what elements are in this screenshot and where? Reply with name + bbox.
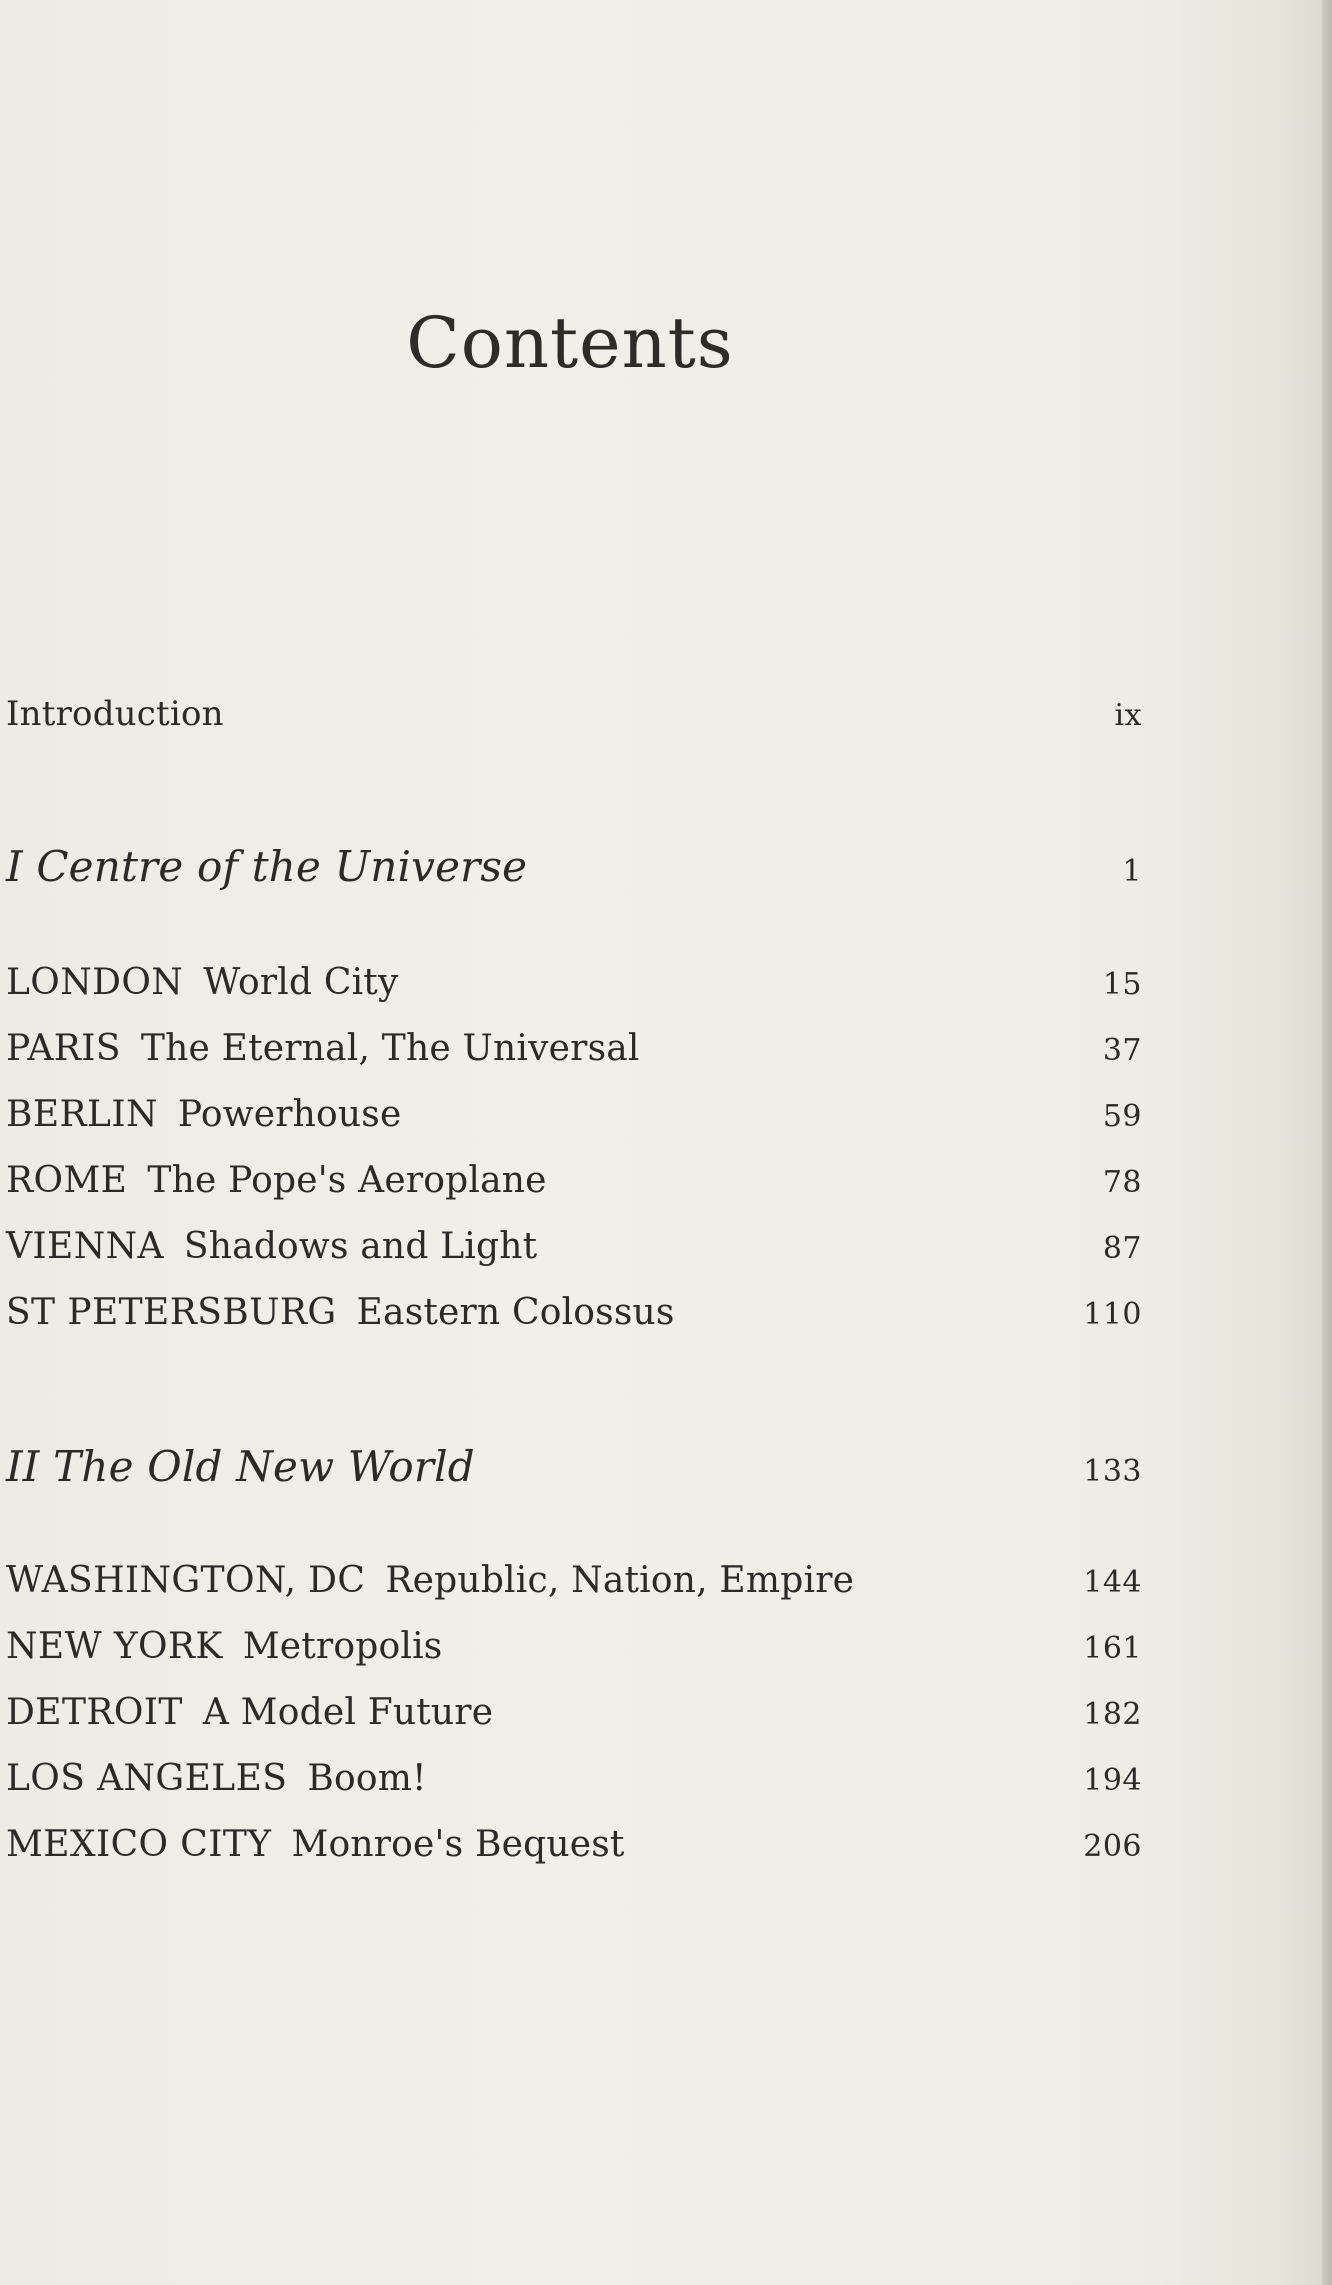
toc-entry[interactable]: [6, 1692, 1142, 1752]
chapter-city: ROME: [6, 1160, 128, 1201]
page-number: 110: [1083, 1297, 1142, 1332]
page-number: 59: [1102, 1099, 1142, 1134]
toc-entry[interactable]: [6, 1028, 1142, 1088]
page-number: 87: [1102, 1231, 1142, 1266]
page-number: 182: [1083, 1697, 1142, 1732]
page-number: 15: [1102, 967, 1142, 1002]
toc-entry[interactable]: [6, 1824, 1142, 1884]
toc-part-heading[interactable]: [6, 842, 1142, 902]
page-number: 1: [1122, 854, 1142, 889]
toc-entry-introduction[interactable]: [6, 694, 1142, 754]
page-number: 144: [1083, 1565, 1142, 1600]
part-title: II The Old New World: [6, 1442, 475, 1491]
chapter-subtitle: The Eternal, The Universal: [140, 1028, 640, 1069]
toc-entry[interactable]: [6, 1094, 1142, 1154]
chapter-subtitle: Shadows and Light: [183, 1226, 538, 1267]
page-number: 206: [1083, 1829, 1142, 1864]
toc-entry[interactable]: [6, 1626, 1142, 1686]
table-of-contents: [6, 0, 1142, 2285]
chapter-subtitle: World City: [203, 962, 399, 1003]
toc-entry[interactable]: [6, 1160, 1142, 1220]
chapter-city: MEXICO CITY: [6, 1824, 272, 1865]
chapter-subtitle: Monroe's Bequest: [291, 1824, 625, 1865]
page-number: 37: [1102, 1033, 1142, 1068]
page-number: 194: [1083, 1763, 1142, 1798]
chapter-city: LONDON: [6, 962, 184, 1003]
page-number: 161: [1083, 1631, 1142, 1666]
chapter-city: DETROIT: [6, 1692, 183, 1733]
toc-entry[interactable]: [6, 1226, 1142, 1286]
page-number: 78: [1102, 1165, 1142, 1200]
chapter-subtitle: A Model Future: [202, 1692, 494, 1733]
chapter-subtitle: Metropolis: [242, 1626, 443, 1667]
page-title: Contents: [406, 302, 734, 384]
chapter-subtitle: Eastern Colossus: [356, 1292, 675, 1333]
chapter-city: VIENNA: [6, 1226, 164, 1267]
toc-part-heading[interactable]: [6, 1442, 1142, 1502]
chapter-city: PARIS: [6, 1028, 121, 1069]
page-number: 133: [1083, 1454, 1142, 1489]
chapter-city: ST PETERSBURG: [6, 1292, 337, 1333]
chapter-city: BERLIN: [6, 1094, 158, 1135]
chapter-city: NEW YORK: [6, 1626, 223, 1667]
chapter-city: WASHINGTON, DC: [6, 1560, 366, 1601]
page-edge: [1322, 0, 1332, 2285]
toc-entry[interactable]: [6, 1292, 1142, 1352]
part-title: I Centre of the Universe: [6, 842, 528, 891]
entry-label: Introduction: [6, 694, 224, 734]
toc-entry[interactable]: [6, 1560, 1142, 1620]
chapter-subtitle: Boom!: [307, 1758, 427, 1799]
chapter-subtitle: Powerhouse: [177, 1094, 402, 1135]
chapter-subtitle: The Pope's Aeroplane: [147, 1160, 547, 1201]
chapter-city: LOS ANGELES: [6, 1758, 288, 1799]
chapter-subtitle: Republic, Nation, Empire: [385, 1560, 855, 1601]
toc-entry[interactable]: [6, 962, 1142, 1022]
page-number: ix: [1114, 698, 1142, 733]
toc-entry[interactable]: [6, 1758, 1142, 1818]
